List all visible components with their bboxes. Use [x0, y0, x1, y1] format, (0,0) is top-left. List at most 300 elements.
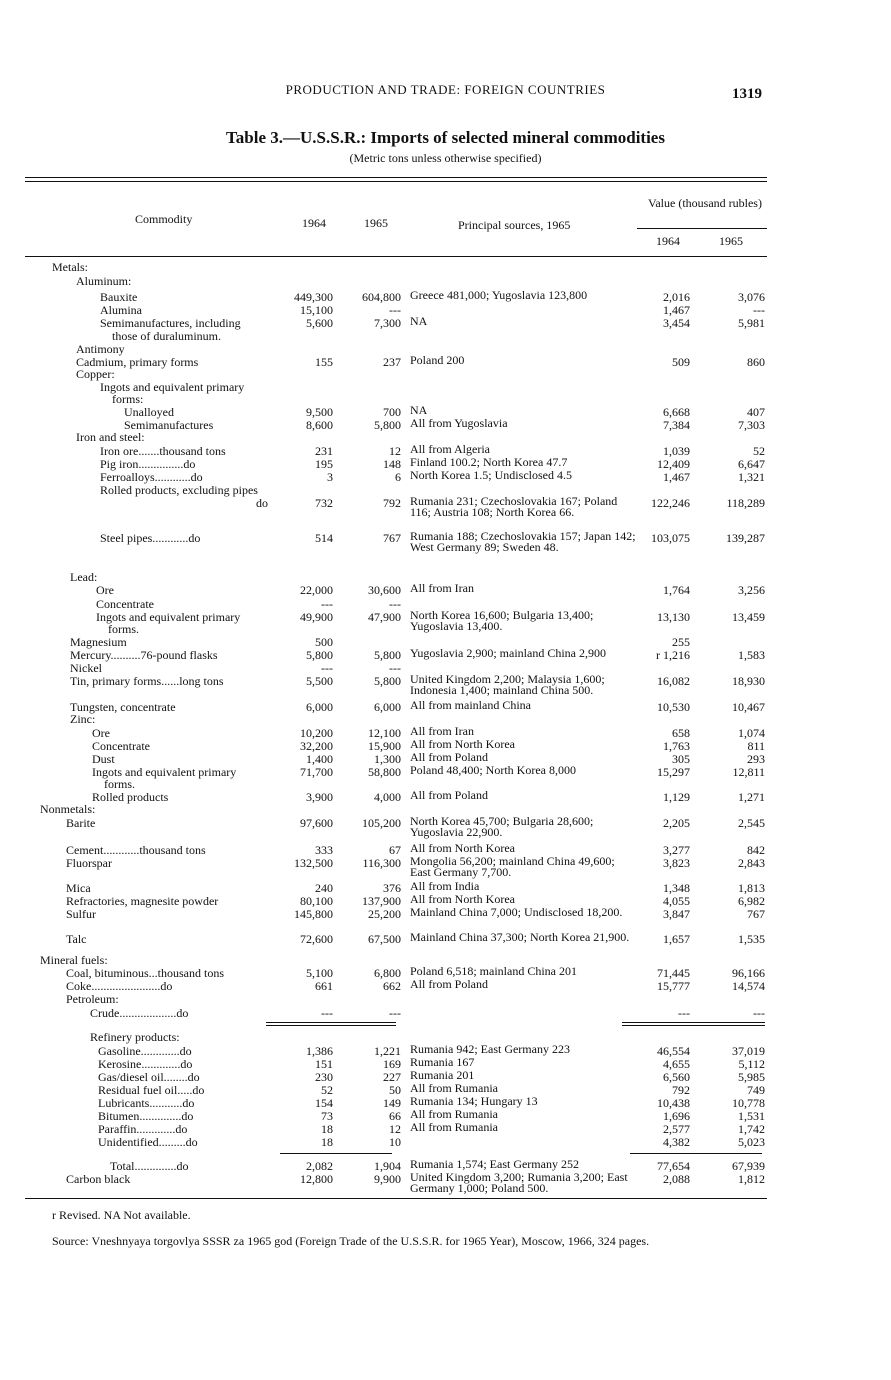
qty-1964: 12,800 — [300, 1172, 333, 1186]
commodity-label: Metals: — [52, 260, 88, 274]
table-title: Table 3.—U.S.S.R.: Imports of selected mineral commodities — [226, 128, 665, 147]
table-row — [0, 274, 891, 288]
value-1965: 10,778 — [732, 1096, 765, 1110]
value-1964: 12,409 — [657, 457, 690, 471]
value-1964: 15,777 — [657, 979, 690, 993]
principal-sources: Mongolia 56,200; mainland China 49,600; East Germany 7,700. — [410, 854, 615, 879]
qty-1965: 662 — [383, 979, 401, 993]
principal-sources: Rumania 1,574; East Germany 252 — [410, 1157, 579, 1171]
qty-1964: 1,400 — [306, 752, 333, 766]
principal-sources: All from North Korea — [410, 892, 515, 906]
commodity-label: Semimanufactures — [124, 418, 214, 432]
value-1965: 1,535 — [738, 932, 765, 946]
value-1964: 16,082 — [657, 674, 690, 688]
qty-1964: 3,900 — [306, 790, 333, 804]
commodity-label: Kerosine.............do — [98, 1057, 193, 1071]
qty-1964: --- — [321, 661, 333, 675]
table-row — [0, 1122, 891, 1136]
commodity-label: Concentrate — [92, 739, 150, 753]
value-1965: 10,467 — [732, 700, 765, 714]
page-number: 1319 — [732, 86, 762, 102]
principal-sources: Yugoslavia 2,900; mainland China 2,900 — [410, 646, 606, 660]
commodity-label: Tungsten, concentrate — [70, 700, 176, 714]
commodity-label: Coke.......................do — [66, 979, 173, 993]
qty-1965: 1,221 — [374, 1044, 401, 1058]
commodity-label: Mineral fuels: — [40, 953, 108, 967]
value-1964: 1,348 — [663, 881, 690, 895]
commodity-label: Barite — [66, 816, 96, 830]
qty-1965: 50 — [389, 1083, 401, 1097]
qty-1964: 230 — [315, 1070, 333, 1084]
principal-sources: All from India — [410, 879, 480, 893]
value-1965: --- — [753, 1006, 765, 1020]
value-1964: 1,657 — [663, 932, 690, 946]
commodity-label: Zinc: — [70, 712, 96, 726]
qty-1964: 72,600 — [300, 932, 333, 946]
value-1965: 1,583 — [738, 648, 765, 662]
principal-sources: All from Iran — [410, 724, 474, 738]
commodity-label: Talc — [66, 932, 87, 946]
qty-1965: 148 — [383, 457, 401, 471]
table-row — [0, 529, 891, 554]
qty-1965: 6,800 — [374, 966, 401, 980]
value-1965: 6,647 — [738, 457, 765, 471]
principal-sources: All from Rumania — [410, 1107, 498, 1121]
qty-1965: 15,900 — [368, 739, 401, 753]
value-1964: 6,668 — [663, 405, 690, 419]
value-1965: 67,939 — [732, 1159, 765, 1173]
qty-1964: 80,100 — [300, 894, 333, 908]
commodity-label: Pig iron...............do — [100, 457, 196, 471]
qty-1964: 15,100 — [300, 303, 333, 317]
commodity-label: Tin, primary forms......long tons — [70, 674, 224, 688]
commodity-label: Ore — [92, 726, 110, 740]
value-1964: 4,055 — [663, 894, 690, 908]
commodity-label: Carbon black — [66, 1172, 131, 1186]
qty-1965: 1,904 — [374, 1159, 401, 1173]
commodity-label: Fluorspar — [66, 856, 112, 870]
commodity-label: Concentrate — [96, 597, 154, 611]
value-1965: 37,019 — [732, 1044, 765, 1058]
commodity-label: Paraffin.............do — [98, 1122, 188, 1136]
table-row — [0, 260, 891, 274]
qty-1964: 5,500 — [306, 674, 333, 688]
principal-sources: All from North Korea — [410, 841, 515, 855]
principal-sources: Rumania 942; East Germany 223 — [410, 1042, 570, 1056]
value-1964: 103,075 — [651, 531, 690, 545]
value-1965: 1,812 — [738, 1172, 765, 1186]
table-row — [0, 392, 891, 406]
principal-sources: Greece 481,000; Yugoslavia 123,800 — [410, 288, 588, 302]
table-row — [0, 367, 891, 381]
commodity-label: Steel pipes............do — [100, 531, 201, 545]
principal-sources: All from Algeria — [410, 442, 490, 456]
principal-sources: Rumania 231; Czechoslovakia 167; Poland 116; Austria 108; North Korea 66. — [410, 494, 618, 519]
value-1964: 1,764 — [663, 583, 690, 597]
commodity-label: Unidentified.........do — [98, 1135, 198, 1149]
qty-1964: 1,386 — [306, 1044, 333, 1058]
value-1964: 792 — [672, 1083, 690, 1097]
commodity-label: Rolled products — [92, 790, 169, 804]
table-row — [0, 814, 891, 839]
principal-sources: Mainland China 37,300; North Korea 21,900. — [410, 930, 630, 944]
value-1964: 7,384 — [663, 418, 690, 432]
qty-1965: 767 — [383, 531, 401, 545]
qty-1964: 195 — [315, 457, 333, 471]
qty-1965: 66 — [389, 1109, 401, 1123]
commodity-label: Antimony — [76, 342, 125, 356]
commodity-label: Gas/diesel oil........do — [98, 1070, 200, 1084]
commodity-label: Gasoline.............do — [98, 1044, 192, 1058]
value-1965: 1,813 — [738, 881, 765, 895]
principal-sources: Rumania 201 — [410, 1068, 475, 1082]
table-row — [0, 672, 891, 697]
commodity-label: Mercury..........76-pound flasks — [70, 648, 218, 662]
table-row — [0, 1006, 891, 1020]
value-1965: 2,545 — [738, 816, 765, 830]
principal-sources: Poland 6,518; mainland China 201 — [410, 964, 577, 978]
qty-1965: 700 — [383, 405, 401, 419]
commodity-label: Ingots and equivalent primary — [92, 765, 237, 779]
value-1964: 1,696 — [663, 1109, 690, 1123]
commodity-label: forms. — [104, 777, 135, 791]
header-bottom-rule — [25, 256, 767, 257]
qty-1965: 4,000 — [374, 790, 401, 804]
value-1965: 14,574 — [732, 979, 765, 993]
principal-sources: All from Iran — [410, 581, 474, 595]
principal-sources: Mainland China 7,000; Undisclosed 18,200. — [410, 905, 623, 919]
value-1964: r 1,216 — [656, 648, 690, 662]
qty-1964: 3 — [327, 470, 333, 484]
commodity-label: Bauxite — [100, 290, 138, 304]
value-1964: 2,205 — [663, 816, 690, 830]
principal-sources: United Kingdom 3,200; Rumania 3,200; East Germany 1,000; Poland 500. — [410, 1170, 628, 1195]
col-header-v1965: 1965 — [719, 234, 743, 248]
value-1964: 10,530 — [657, 700, 690, 714]
value-1965: 1,271 — [738, 790, 765, 804]
commodity-label: Lead: — [70, 570, 98, 584]
qty-1965: 47,900 — [368, 610, 401, 624]
principal-sources: North Korea 45,700; Bulgaria 28,600; Yugoslavia 22,900. — [410, 814, 594, 839]
value-1965: 3,256 — [738, 583, 765, 597]
crude-double-rule-left-2 — [266, 1025, 396, 1026]
commodity-label: Iron ore.......thousand tons — [100, 444, 226, 458]
qty-1965: 5,800 — [374, 674, 401, 688]
principal-sources: All from Poland — [410, 788, 488, 802]
qty-1965: 6,000 — [374, 700, 401, 714]
value-1965: 18,930 — [732, 674, 765, 688]
qty-1965: 149 — [383, 1096, 401, 1110]
bottom-rule — [25, 1198, 767, 1199]
qty-1964: --- — [321, 597, 333, 611]
crude-double-rule-left — [266, 1022, 396, 1023]
value-1965: 749 — [747, 1083, 765, 1097]
table-row — [0, 622, 891, 636]
value-1965: 3,076 — [738, 290, 765, 304]
commodity-label: Nickel — [70, 661, 102, 675]
crude-double-rule-right-2 — [622, 1025, 765, 1026]
crude-double-rule-right — [622, 1022, 765, 1023]
qty-1965: 7,300 — [374, 316, 401, 330]
value-1964: 658 — [672, 726, 690, 740]
table-row — [0, 979, 891, 993]
value-header-rule — [637, 228, 767, 229]
value-1964: 2,016 — [663, 290, 690, 304]
qty-1964: 155 — [315, 355, 333, 369]
qty-1964: 10,200 — [300, 726, 333, 740]
qty-1964: 2,082 — [306, 1159, 333, 1173]
table-row — [0, 907, 891, 921]
commodity-label: Rolled products, excluding pipes — [100, 483, 258, 497]
principal-sources: United Kingdom 2,200; Malaysia 1,600; Indonesia 1,400; mainland China 500. — [410, 672, 605, 697]
qty-1964: --- — [321, 1006, 333, 1020]
value-1965: 118,289 — [726, 496, 765, 510]
qty-1964: 6,000 — [306, 700, 333, 714]
qty-1964: 151 — [315, 1057, 333, 1071]
commodity-label: do — [256, 496, 268, 510]
principal-sources: Rumania 188; Czechoslovakia 157; Japan 142; West Germany 89; Sweden 48. — [410, 529, 636, 554]
qty-1964: 145,800 — [294, 907, 333, 921]
value-1964: 4,655 — [663, 1057, 690, 1071]
qty-1965: 30,600 — [368, 583, 401, 597]
qty-1965: 169 — [383, 1057, 401, 1071]
value-1965: 1,742 — [738, 1122, 765, 1136]
commodity-label: Ingots and equivalent primary — [96, 610, 241, 624]
qty-1964: 231 — [315, 444, 333, 458]
value-1965: 293 — [747, 752, 765, 766]
qty-1965: 10 — [389, 1135, 401, 1149]
commodity-label: Cement............thousand tons — [66, 843, 206, 857]
value-1965: 13,459 — [732, 610, 765, 624]
table-row — [0, 329, 891, 343]
table-subtitle: (Metric tons unless otherwise specified) — [349, 151, 542, 165]
value-1964: 255 — [672, 635, 690, 649]
commodity-label: Ingots and equivalent primary — [100, 380, 245, 394]
commodity-label: Crude...................do — [90, 1006, 189, 1020]
qty-1965: --- — [389, 303, 401, 317]
value-1965: 1,321 — [738, 470, 765, 484]
source-note: Source: Vneshnyaya torgovlya SSSR za 1965 god (Foreign Trade of the U.S.S.R. for 1965 Year), Moscow, 1966, 324 pages. — [52, 1234, 650, 1248]
footnote: r Revised. NA Not available. — [52, 1208, 191, 1222]
qty-1965: 12 — [389, 444, 401, 458]
qty-1964: 449,300 — [294, 290, 333, 304]
total-rule-right — [630, 1153, 762, 1154]
value-1964: 122,246 — [651, 496, 690, 510]
qty-1964: 5,800 — [306, 648, 333, 662]
table-row — [0, 494, 891, 519]
commodity-label: Sulfur — [66, 907, 96, 921]
commodity-label: Petroleum: — [66, 992, 119, 1006]
table-row — [0, 992, 891, 1006]
value-1965: 5,985 — [738, 1070, 765, 1084]
qty-1965: 227 — [383, 1070, 401, 1084]
qty-1964: 514 — [315, 531, 333, 545]
qty-1965: --- — [389, 597, 401, 611]
value-1965: 5,112 — [738, 1057, 765, 1071]
qty-1965: 137,900 — [362, 894, 401, 908]
qty-1964: 732 — [315, 496, 333, 510]
commodity-label: Bitumen..............do — [98, 1109, 194, 1123]
qty-1965: 6 — [395, 470, 401, 484]
table-row — [0, 303, 891, 317]
commodity-label: Magnesium — [70, 635, 127, 649]
qty-1964: 333 — [315, 843, 333, 857]
value-1964: 305 — [672, 752, 690, 766]
value-1964: 2,577 — [663, 1122, 690, 1136]
commodity-label: Refinery products: — [90, 1030, 180, 1044]
qty-1964: 49,900 — [300, 610, 333, 624]
commodity-label: Residual fuel oil.....do — [98, 1083, 205, 1097]
commodity-label: Coal, bituminous...thousand tons — [66, 966, 225, 980]
commodity-label: Copper: — [76, 367, 115, 381]
value-1964: 1,763 — [663, 739, 690, 753]
table-row — [0, 648, 891, 662]
value-1964: 6,560 — [663, 1070, 690, 1084]
value-1964: 2,088 — [663, 1172, 690, 1186]
qty-1965: 105,200 — [362, 816, 401, 830]
qty-1964: 5,600 — [306, 316, 333, 330]
value-1965: 811 — [747, 739, 765, 753]
value-1965: 139,287 — [726, 531, 765, 545]
qty-1964: 240 — [315, 881, 333, 895]
principal-sources: North Korea 16,600; Bulgaria 13,400; Yugoslavia 13,400. — [410, 608, 594, 633]
top-rule — [25, 177, 767, 178]
value-1964: 46,554 — [657, 1044, 690, 1058]
value-1965: 842 — [747, 843, 765, 857]
qty-1964: 73 — [321, 1109, 333, 1123]
value-1964: 1,467 — [663, 303, 690, 317]
table-row — [0, 854, 891, 879]
qty-1965: --- — [389, 1006, 401, 1020]
principal-sources: Finland 100.2; North Korea 47.7 — [410, 455, 568, 469]
principal-sources: All from Rumania — [410, 1081, 498, 1095]
principal-sources: All from Rumania — [410, 1120, 498, 1134]
col-header-commodity: Commodity — [135, 212, 193, 226]
value-1964: 4,382 — [663, 1135, 690, 1149]
qty-1964: 154 — [315, 1096, 333, 1110]
value-1965: 2,843 — [738, 856, 765, 870]
table-row — [0, 470, 891, 484]
commodity-label: Alumina — [100, 303, 142, 317]
value-1965: 7,303 — [738, 418, 765, 432]
commodity-label: Nonmetals: — [40, 802, 96, 816]
running-head: PRODUCTION AND TRADE: FOREIGN COUNTRIES — [285, 82, 606, 97]
qty-1965: --- — [389, 661, 401, 675]
commodity-label: Semimanufactures, including — [100, 316, 241, 330]
principal-sources: NA — [410, 403, 428, 417]
qty-1965: 12 — [389, 1122, 401, 1136]
qty-1964: 22,000 — [300, 583, 333, 597]
qty-1964: 18 — [321, 1122, 333, 1136]
principal-sources: All from Poland — [410, 977, 488, 991]
col-header-1965: 1965 — [364, 216, 388, 230]
value-1965: 6,982 — [738, 894, 765, 908]
qty-1964: 5,100 — [306, 966, 333, 980]
commodity-label: Ferroalloys............do — [100, 470, 203, 484]
qty-1965: 9,900 — [374, 1172, 401, 1186]
table-row — [0, 1170, 891, 1195]
value-1965: 1,531 — [738, 1109, 765, 1123]
commodity-label: Unalloyed — [124, 405, 174, 419]
principal-sources: All from Poland — [410, 750, 488, 764]
qty-1965: 67 — [389, 843, 401, 857]
value-1964: 3,847 — [663, 907, 690, 921]
table-row — [0, 932, 891, 946]
value-1964: 1,039 — [663, 444, 690, 458]
qty-1965: 792 — [383, 496, 401, 510]
qty-1965: 604,800 — [362, 290, 401, 304]
qty-1964: 500 — [315, 635, 333, 649]
commodity-label: Aluminum: — [76, 274, 132, 288]
qty-1965: 376 — [383, 881, 401, 895]
value-1965: 767 — [747, 907, 765, 921]
qty-1965: 237 — [383, 355, 401, 369]
principal-sources: All from mainland China — [410, 698, 531, 712]
principal-sources: Poland 200 — [410, 353, 465, 367]
total-rule-left — [280, 1153, 392, 1154]
col-header-v1964: 1964 — [656, 234, 680, 248]
qty-1964: 52 — [321, 1083, 333, 1097]
col-header-value: Value (thousand rubles) — [648, 196, 762, 210]
value-1965: 1,074 — [738, 726, 765, 740]
commodity-label: forms: — [112, 392, 144, 406]
commodity-label: Cadmium, primary forms — [76, 355, 199, 369]
value-1964: 3,823 — [663, 856, 690, 870]
table-row — [0, 583, 891, 597]
value-1964: --- — [678, 1006, 690, 1020]
col-header-1964: 1964 — [302, 216, 326, 230]
table-row — [0, 316, 891, 330]
qty-1964: 8,600 — [306, 418, 333, 432]
qty-1964: 18 — [321, 1135, 333, 1149]
qty-1965: 25,200 — [368, 907, 401, 921]
value-1964: 71,445 — [657, 966, 690, 980]
value-1964: 509 — [672, 355, 690, 369]
principal-sources: North Korea 1.5; Undisclosed 4.5 — [410, 468, 572, 482]
table-row — [0, 290, 891, 304]
principal-sources: Poland 48,400; North Korea 8,000 — [410, 763, 576, 777]
qty-1964: 32,200 — [300, 739, 333, 753]
value-1965: 52 — [753, 444, 765, 458]
qty-1965: 1,300 — [374, 752, 401, 766]
value-1964: 3,454 — [663, 316, 690, 330]
qty-1964: 97,600 — [300, 816, 333, 830]
value-1964: 77,654 — [657, 1159, 690, 1173]
commodity-label: Total..............do — [110, 1159, 189, 1173]
commodity-label: Dust — [92, 752, 115, 766]
principal-sources: All from Yugoslavia — [410, 416, 508, 430]
commodity-label: those of duraluminum. — [112, 329, 221, 343]
commodity-label: Ore — [96, 583, 114, 597]
value-1965: 5,023 — [738, 1135, 765, 1149]
qty-1964: 71,700 — [300, 765, 333, 779]
value-1965: --- — [753, 303, 765, 317]
qty-1964: 661 — [315, 979, 333, 993]
qty-1965: 116,300 — [362, 856, 401, 870]
qty-1965: 58,800 — [368, 765, 401, 779]
value-1965: 96,166 — [732, 966, 765, 980]
value-1965: 12,811 — [732, 765, 765, 779]
value-1965: 860 — [747, 355, 765, 369]
value-1964: 1,467 — [663, 470, 690, 484]
qty-1965: 12,100 — [368, 726, 401, 740]
qty-1965: 67,500 — [368, 932, 401, 946]
value-1965: 5,981 — [738, 316, 765, 330]
value-1964: 10,438 — [657, 1096, 690, 1110]
value-1964: 15,297 — [657, 765, 690, 779]
commodity-label: Iron and steel: — [76, 430, 145, 444]
principal-sources: Rumania 134; Hungary 13 — [410, 1094, 538, 1108]
